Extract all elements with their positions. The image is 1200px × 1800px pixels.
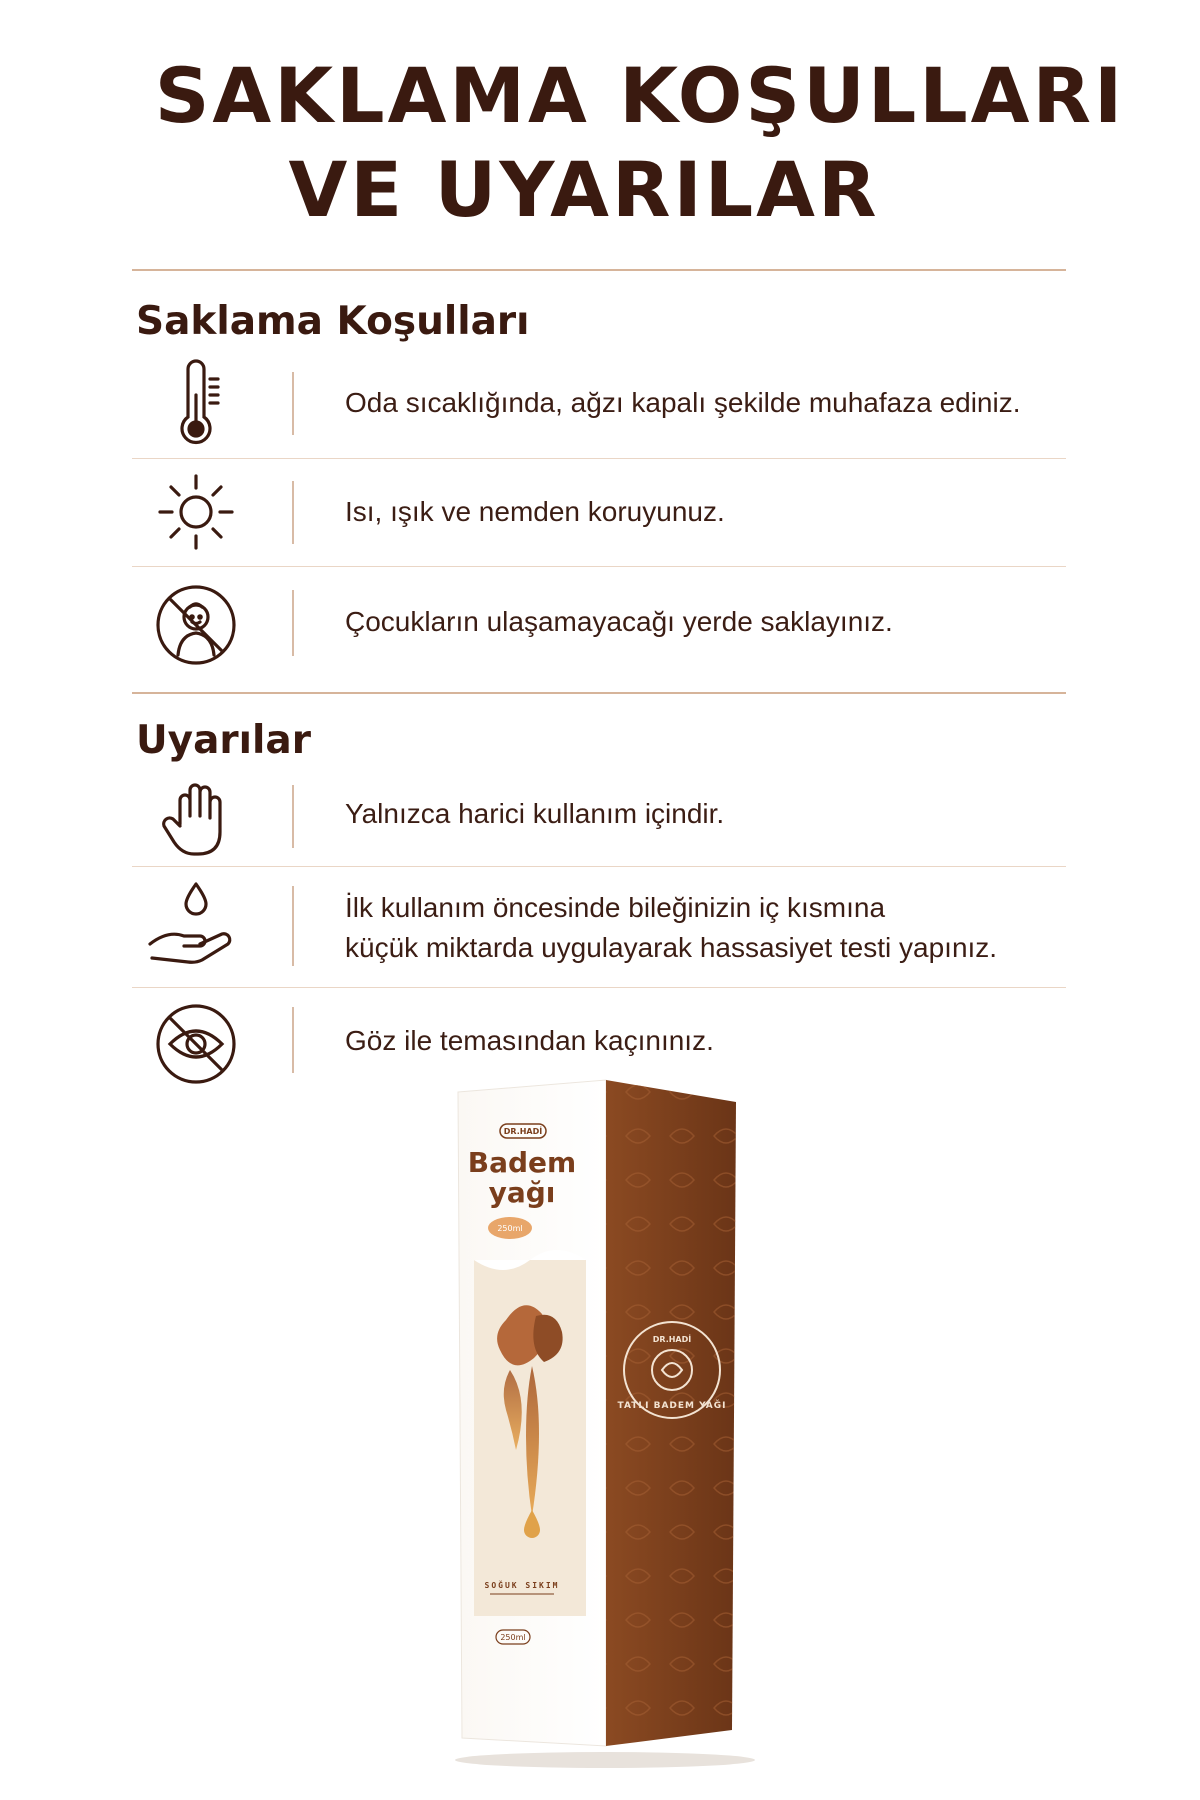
warnings-heading: Uyarılar [136,718,311,763]
item-divider [292,590,294,656]
product-volume-badge: 250ml [497,1224,523,1233]
page-title-line-1: SAKLAMA KOŞULLARI [154,51,1126,140]
no-children-icon [146,575,246,675]
storage-item-text: Isı, ışık ve nemden koruyunuz. [345,496,725,527]
item-divider [292,481,294,544]
product-brand: DR.HADİ [503,1127,543,1136]
thermometer-icon [146,355,246,455]
row-divider [132,987,1066,988]
warning-item-text: Yalnızca harici kullanım içindir. [345,798,725,829]
item-divider [292,785,294,848]
product-name-line-1: Badem [467,1146,577,1179]
seal-brand: DR.HADİ [652,1335,692,1344]
row-divider [132,866,1066,867]
storage-item-text: Oda sıcaklığında, ağzı kapalı şekilde muhafaza ediniz. [345,387,1021,418]
page-title-line-2: VE UYARILAR [288,145,880,234]
product-volume-bottom: 250ml [500,1633,526,1642]
item-divider [292,1007,294,1073]
sun-icon [146,462,246,562]
seal-text: TATLI BADEM YAĞI [617,1401,727,1411]
row-divider [132,566,1066,567]
no-eye-contact-icon [146,994,246,1094]
storage-heading: Saklama Koşulları [136,299,530,344]
item-divider [292,886,294,966]
product-box-image [440,1070,770,1770]
item-divider [292,372,294,435]
storage-item-text: Çocukların ulaşamayacağı yerde saklayınız. [345,606,893,637]
product-name-line-2: yağı [488,1176,556,1209]
row-divider [132,458,1066,459]
warning-item-text-line-1: İlk kullanım öncesinde bileğinizin iç kısmına [345,892,886,923]
product-method: SOĞUK SIKIM [484,1581,560,1590]
hand-icon [146,766,246,866]
warning-item-text: Göz ile temasından kaçınınız. [345,1025,714,1056]
divider [132,269,1066,271]
divider [132,692,1066,694]
drop-on-hand-icon [146,872,246,972]
warning-item-text-line-2: küçük miktarda uygulayarak hassasiyet testi yapınız. [345,932,998,963]
